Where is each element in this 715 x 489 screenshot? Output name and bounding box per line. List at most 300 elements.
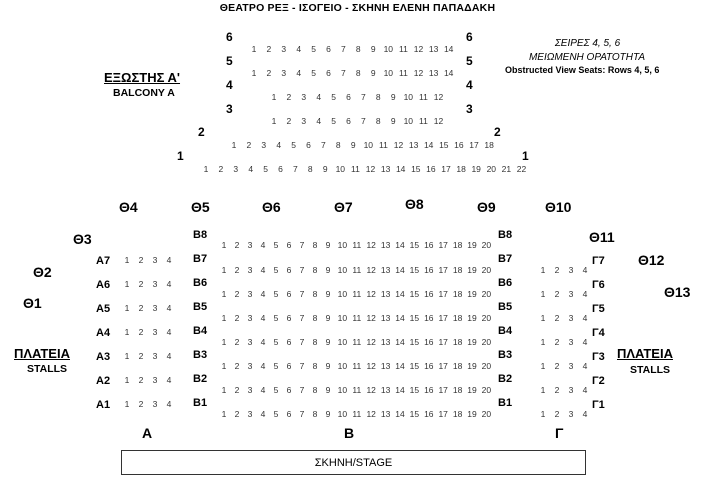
balcony-seat: 14	[423, 140, 434, 150]
stalls-seat: 6	[286, 265, 292, 275]
balcony-row-label-right: 3	[466, 102, 473, 116]
stalls-seat: 17	[438, 409, 448, 419]
stalls-seat: 1	[540, 409, 546, 419]
stage-label: ΣΚΗΝΗ/STAGE	[314, 456, 393, 469]
balcony-seat: 13	[380, 164, 391, 174]
stalls-row-label: Α3	[96, 351, 111, 363]
stalls-seat: 8	[312, 240, 318, 250]
stalls-seat: 17	[438, 265, 448, 275]
stalls-seat: 15	[409, 265, 420, 275]
balcony-seat: 2	[286, 92, 292, 102]
stalls-seat: 6	[286, 361, 292, 371]
balcony-seat: 8	[375, 92, 381, 102]
stalls-seat: 4	[582, 289, 588, 299]
stalls-seat: 4	[166, 279, 172, 289]
stalls-row-label-right: Β4	[498, 325, 513, 337]
box-label: Θ1	[23, 295, 42, 311]
box-label: Θ2	[33, 264, 52, 280]
stalls-seat: 3	[152, 375, 158, 385]
stalls-row-label: Γ4	[592, 327, 605, 339]
stalls-seat: 18	[452, 409, 463, 419]
stalls-seat: 3	[152, 327, 158, 337]
balcony-seat: 20	[486, 164, 497, 174]
stalls-seat: 11	[352, 409, 362, 419]
stalls-seat: 9	[325, 313, 331, 323]
box-label: Θ9	[477, 199, 496, 215]
balcony-seat: 8	[375, 116, 381, 126]
balcony-seat: 9	[322, 164, 328, 174]
balcony-seat: 5	[311, 44, 316, 54]
stalls-seat: 5	[273, 313, 279, 323]
stalls-seat: 2	[138, 279, 144, 289]
stalls-row-label: Α5	[96, 303, 111, 315]
stalls-seat: 4	[582, 265, 588, 275]
balcony-row-label-left: 6	[226, 30, 233, 44]
stalls-seat: 1	[221, 313, 227, 323]
balcony-row-label-left: 4	[226, 78, 233, 92]
stalls-seat: 2	[554, 409, 560, 419]
stalls-seat: 7	[299, 337, 305, 347]
balcony-seat: 22	[516, 164, 527, 174]
balcony-seat: 3	[281, 44, 287, 54]
stalls-seat: 5	[273, 409, 279, 419]
stalls-seat: 2	[138, 399, 144, 409]
balcony-seat: 2	[286, 116, 292, 126]
balcony-seat: 7	[293, 164, 298, 174]
stalls-seat: 8	[312, 265, 318, 275]
balcony-seat: 7	[361, 116, 366, 126]
stalls-seat: 3	[152, 279, 158, 289]
stalls-seat: 1	[124, 303, 130, 313]
balcony-seat: 13	[428, 44, 439, 54]
stalls-seat: 4	[166, 255, 172, 265]
stalls-seat: 18	[452, 337, 463, 347]
obstructed-note-reduced-visibility: ΜΕΙΩΜΕΝΗ ΟΡΑΤΟΤΗΤΑ	[528, 52, 646, 63]
stalls-row-label-left: Β3	[193, 349, 208, 361]
balcony-seat: 7	[361, 92, 366, 102]
balcony-row-label-right: 6	[466, 30, 473, 44]
balcony-seat: 6	[346, 92, 351, 102]
stalls-seat: 18	[452, 289, 463, 299]
stalls-seat: 17	[438, 289, 448, 299]
stalls-seat: 18	[452, 385, 463, 395]
stalls-seat: 4	[260, 289, 266, 299]
stalls-seat: 4	[260, 313, 266, 323]
balcony-label-greek: ΕΞΩΣΤΗΣ Α'	[104, 70, 181, 85]
stalls-seat: 6	[286, 289, 292, 299]
balcony-seat: 7	[321, 140, 326, 150]
balcony-seat: 1	[251, 68, 257, 78]
stalls-seat: 9	[325, 240, 331, 250]
stalls-row-label-left: Β7	[193, 253, 208, 265]
balcony-seat: 11	[418, 116, 428, 126]
balcony-row-label-left: 5	[226, 54, 233, 68]
stalls-seat: 4	[582, 313, 588, 323]
stalls-seat: 1	[124, 255, 130, 265]
stalls-row-label-right: Β7	[498, 253, 513, 265]
balcony-seat: 6	[306, 140, 311, 150]
stalls-seat: 11	[352, 361, 362, 371]
stalls-seat: 19	[467, 313, 477, 323]
stalls-seat: 20	[481, 265, 492, 275]
stalls-row-label-right: Β8	[498, 229, 513, 241]
box-label: Θ5	[191, 199, 210, 215]
balcony-seat: 5	[331, 92, 336, 102]
stalls-seat: 2	[554, 265, 560, 275]
stalls-seat: 15	[409, 361, 420, 371]
balcony-seat: 3	[281, 68, 287, 78]
stalls-seat: 4	[260, 385, 266, 395]
box-label: Θ6	[262, 199, 281, 215]
balcony-seat: 6	[278, 164, 283, 174]
balcony-seat: 1	[271, 116, 277, 126]
stalls-seat: 3	[152, 255, 158, 265]
stalls-seat: 15	[409, 289, 420, 299]
stalls-seat: 2	[138, 327, 144, 337]
stalls-seat: 1	[540, 385, 546, 395]
stalls-seat: 3	[152, 399, 158, 409]
stalls-seat: 3	[247, 385, 253, 395]
balcony-seat: 16	[454, 140, 464, 150]
stalls-seat: 15	[409, 409, 420, 419]
stalls-row-label-right: Β3	[498, 349, 513, 361]
balcony-seat: 2	[266, 44, 272, 54]
stalls-seat: 3	[247, 240, 253, 250]
stalls-row-label: Α4	[96, 327, 111, 339]
balcony-seat: 10	[403, 116, 414, 126]
stalls-seat: 2	[234, 385, 240, 395]
stalls-seat: 10	[337, 361, 348, 371]
balcony-seat: 3	[233, 164, 239, 174]
stalls-row-label: Α6	[96, 279, 111, 291]
stalls-seat: 6	[286, 385, 292, 395]
balcony-seat: 4	[276, 140, 282, 150]
stalls-seat: 7	[299, 313, 305, 323]
stalls-seat: 14	[395, 313, 405, 323]
stalls-seat: 13	[380, 313, 391, 323]
stalls-seat: 5	[273, 385, 279, 395]
balcony-seat: 11	[350, 164, 360, 174]
balcony-seat: 12	[433, 116, 444, 126]
stalls-seat: 8	[312, 313, 318, 323]
stalls-seat: 3	[247, 265, 253, 275]
balcony-seat: 8	[335, 140, 341, 150]
balcony-seat: 9	[370, 68, 376, 78]
stalls-seat: 12	[366, 289, 376, 299]
balcony-label-english: BALCONY A	[113, 87, 175, 99]
balcony-seat: 18	[484, 140, 494, 150]
stalls-seat: 10	[337, 385, 348, 395]
stalls-row-label-right: Β6	[498, 277, 513, 289]
balcony-seat: 15	[439, 140, 449, 150]
stalls-seat: 17	[438, 361, 448, 371]
stalls-seat: 11	[352, 385, 362, 395]
balcony-seat: 7	[341, 68, 346, 78]
stalls-seat: 14	[395, 409, 405, 419]
stalls-seat: 16	[424, 240, 434, 250]
stalls-seat: 3	[568, 313, 574, 323]
balcony-seat: 8	[355, 68, 361, 78]
stalls-seat: 4	[166, 351, 172, 361]
stalls-row-label: Γ5	[592, 303, 605, 315]
stalls-seat: 3	[247, 313, 253, 323]
balcony-row-label-right: 2	[494, 125, 501, 139]
page-title: ΘΕΑΤΡΟ ΡΕΞ - ΙΣΟΓΕΙΟ - ΣΚΗΝΗ ΕΛΕΝΗ ΠΑΠΑΔΑΚΗ	[219, 2, 496, 14]
stalls-seat: 16	[424, 265, 434, 275]
stalls-seat: 2	[234, 313, 240, 323]
stalls-seat: 12	[366, 265, 376, 275]
stalls-seat: 1	[221, 240, 227, 250]
stalls-seat: 6	[286, 409, 292, 419]
section-label: Β	[344, 425, 355, 441]
stalls-seat: 9	[325, 289, 331, 299]
box-label: Θ10	[545, 199, 572, 215]
balcony-seat: 10	[403, 92, 414, 102]
stalls-seat: 4	[582, 337, 588, 347]
stalls-seat: 13	[380, 240, 391, 250]
stalls-seat: 19	[467, 337, 477, 347]
stalls-seat: 17	[438, 385, 448, 395]
stalls-seat: 2	[138, 375, 144, 385]
stalls-seat: 8	[312, 385, 318, 395]
stalls-seat: 4	[260, 337, 266, 347]
balcony-seat: 4	[296, 68, 302, 78]
box-label: Θ3	[73, 231, 92, 247]
balcony-row-label-right: 1	[522, 149, 529, 163]
stalls-seat: 4	[582, 361, 588, 371]
stalls-seat: 2	[234, 361, 240, 371]
balcony-seat: 2	[266, 68, 272, 78]
balcony-seat: 10	[383, 44, 394, 54]
stalls-row-label-left: Β4	[193, 325, 208, 337]
stalls-row-label-left: Β5	[193, 301, 208, 313]
balcony-row-label-left: 2	[198, 125, 205, 139]
stalls-seat: 1	[221, 289, 227, 299]
stalls-seat: 20	[481, 361, 492, 371]
balcony-seat: 9	[370, 44, 376, 54]
stalls-seat: 3	[568, 385, 574, 395]
stalls-row-label: Α7	[96, 255, 111, 267]
balcony-seat: 4	[316, 116, 322, 126]
stalls-seat: 2	[138, 351, 144, 361]
stalls-row-label: Γ7	[592, 255, 605, 267]
balcony-seat: 1	[203, 164, 209, 174]
stalls-seat: 16	[424, 289, 434, 299]
stalls-seat: 3	[568, 409, 574, 419]
stalls-seat: 7	[299, 265, 305, 275]
balcony-seat: 13	[408, 140, 419, 150]
stalls-label-greek-left: ΠΛΑΤΕΙΑ	[14, 346, 70, 361]
balcony-seat: 21	[501, 164, 512, 174]
balcony-seat: 11	[398, 68, 408, 78]
stalls-seat: 14	[395, 337, 405, 347]
stalls-seat: 5	[273, 289, 279, 299]
stalls-seat: 2	[234, 240, 240, 250]
balcony-seat: 4	[316, 92, 322, 102]
stalls-seat: 3	[247, 361, 253, 371]
balcony-seat: 15	[411, 164, 421, 174]
balcony-row-label-right: 4	[466, 78, 473, 92]
stalls-seat: 7	[299, 409, 305, 419]
stalls-seat: 5	[273, 361, 279, 371]
stalls-seat: 13	[380, 385, 391, 395]
stalls-seat: 1	[540, 265, 546, 275]
stalls-seat: 20	[481, 240, 492, 250]
stalls-seat: 5	[273, 337, 279, 347]
stalls-seat: 20	[481, 289, 492, 299]
stalls-seat: 14	[395, 361, 405, 371]
stalls-seat: 14	[395, 265, 405, 275]
stalls-seat: 19	[467, 289, 477, 299]
stalls-seat: 1	[221, 409, 227, 419]
stalls-seat: 14	[395, 289, 405, 299]
stalls-seat: 2	[234, 337, 240, 347]
stalls-seat: 18	[452, 265, 463, 275]
stalls-seat: 1	[221, 337, 227, 347]
balcony-seat: 12	[433, 92, 444, 102]
balcony-seat: 6	[346, 116, 351, 126]
stalls-seat: 17	[438, 337, 448, 347]
box-label: Θ11	[589, 229, 615, 245]
stalls-seat: 6	[286, 337, 292, 347]
stalls-seat: 4	[260, 265, 266, 275]
stalls-seat: 4	[582, 385, 588, 395]
obstructed-note-rows: ΣΕΙΡΕΣ 4, 5, 6	[554, 38, 621, 49]
stalls-seat: 2	[554, 361, 560, 371]
stalls-seat: 10	[337, 240, 348, 250]
stalls-seat: 19	[467, 265, 477, 275]
balcony-seat: 4	[248, 164, 254, 174]
stalls-seat: 12	[366, 361, 376, 371]
stalls-seat: 3	[152, 303, 158, 313]
section-label: Α	[142, 425, 153, 441]
stalls-seat: 9	[325, 409, 331, 419]
stalls-seat: 17	[438, 240, 448, 250]
balcony-seat: 1	[231, 140, 237, 150]
stalls-row-label: Α1	[96, 399, 111, 411]
stalls-seat: 5	[273, 240, 279, 250]
balcony-seat: 1	[271, 92, 277, 102]
stalls-seat: 15	[409, 240, 420, 250]
stalls-seat: 18	[452, 361, 463, 371]
stalls-seat: 19	[467, 361, 477, 371]
box-label: Θ13	[664, 284, 691, 300]
stalls-seat: 12	[366, 385, 376, 395]
stalls-seat: 4	[582, 409, 588, 419]
balcony-seat: 14	[395, 164, 406, 174]
stalls-row-label: Γ2	[592, 375, 605, 387]
balcony-seat: 18	[456, 164, 466, 174]
stalls-row-label-left: Β8	[193, 229, 208, 241]
stalls-seat: 7	[299, 361, 305, 371]
stalls-seat: 3	[568, 337, 574, 347]
balcony-seat: 11	[378, 140, 388, 150]
stalls-seat: 15	[409, 337, 420, 347]
obstructed-note-english: Obstructed View Seats: Rows 4, 5, 6	[505, 65, 660, 75]
stalls-seat: 8	[312, 337, 318, 347]
balcony-seat: 17	[469, 140, 479, 150]
stalls-seat: 13	[380, 361, 391, 371]
balcony-seat: 9	[350, 140, 356, 150]
balcony-seat: 9	[390, 116, 396, 126]
stalls-seat: 1	[221, 361, 227, 371]
balcony-seat: 12	[393, 140, 404, 150]
stalls-seat: 7	[299, 240, 305, 250]
stalls-seat: 4	[260, 409, 266, 419]
stalls-seat: 1	[540, 361, 546, 371]
stalls-seat: 8	[312, 409, 318, 419]
stalls-seat: 2	[138, 255, 144, 265]
balcony-seat: 11	[398, 44, 408, 54]
stalls-row-label: Γ1	[592, 399, 605, 411]
stalls-seat: 7	[299, 385, 305, 395]
stalls-seat: 13	[380, 289, 391, 299]
stalls-seat: 20	[481, 385, 492, 395]
balcony-seat: 12	[365, 164, 376, 174]
stalls-seat: 12	[366, 409, 376, 419]
stalls-seat: 19	[467, 409, 477, 419]
balcony-seat: 6	[326, 44, 331, 54]
stalls-seat: 6	[286, 240, 292, 250]
stalls-seat: 13	[380, 265, 391, 275]
stalls-seat: 1	[540, 289, 546, 299]
stalls-seat: 3	[247, 289, 253, 299]
balcony-seat: 3	[261, 140, 267, 150]
balcony-seat: 2	[246, 140, 252, 150]
balcony-seat: 3	[301, 116, 307, 126]
stalls-seat: 14	[395, 240, 405, 250]
stalls-row-label: Γ3	[592, 351, 605, 363]
stalls-seat: 10	[337, 265, 348, 275]
stalls-row-label-left: Β2	[193, 373, 208, 385]
stalls-seat: 6	[286, 313, 292, 323]
stalls-seat: 2	[234, 265, 240, 275]
stalls-seat: 10	[337, 313, 348, 323]
stalls-seat: 13	[380, 409, 391, 419]
stalls-seat: 1	[540, 337, 546, 347]
stalls-seat: 2	[554, 313, 560, 323]
stalls-seat: 3	[152, 351, 158, 361]
stalls-row-label-right: Β5	[498, 301, 513, 313]
stalls-seat: 15	[409, 313, 420, 323]
stalls-seat: 1	[124, 399, 130, 409]
stalls-seat: 18	[452, 313, 463, 323]
section-label: Γ	[555, 425, 564, 441]
stage	[121, 450, 586, 475]
stalls-seat: 8	[312, 361, 318, 371]
stalls-seat: 20	[481, 337, 492, 347]
stalls-seat: 2	[234, 289, 240, 299]
stalls-seat: 10	[337, 289, 348, 299]
stalls-seat: 3	[568, 361, 574, 371]
balcony-seat: 12	[413, 44, 424, 54]
stalls-seat: 11	[352, 337, 362, 347]
stalls-seat: 20	[481, 313, 492, 323]
stalls-seat: 4	[166, 399, 172, 409]
balcony-seat: 2	[218, 164, 224, 174]
balcony-seat: 17	[441, 164, 451, 174]
stalls-seat: 11	[352, 289, 362, 299]
stalls-seat: 16	[424, 409, 434, 419]
stalls-seat: 16	[424, 313, 434, 323]
box-label: Θ8	[405, 196, 424, 212]
stalls-row-label: Γ6	[592, 279, 605, 291]
box-label: Θ12	[638, 252, 665, 268]
stalls-seat: 12	[366, 240, 376, 250]
stalls-seat: 19	[467, 385, 477, 395]
balcony-seat: 8	[307, 164, 313, 174]
balcony-seat: 3	[301, 92, 307, 102]
